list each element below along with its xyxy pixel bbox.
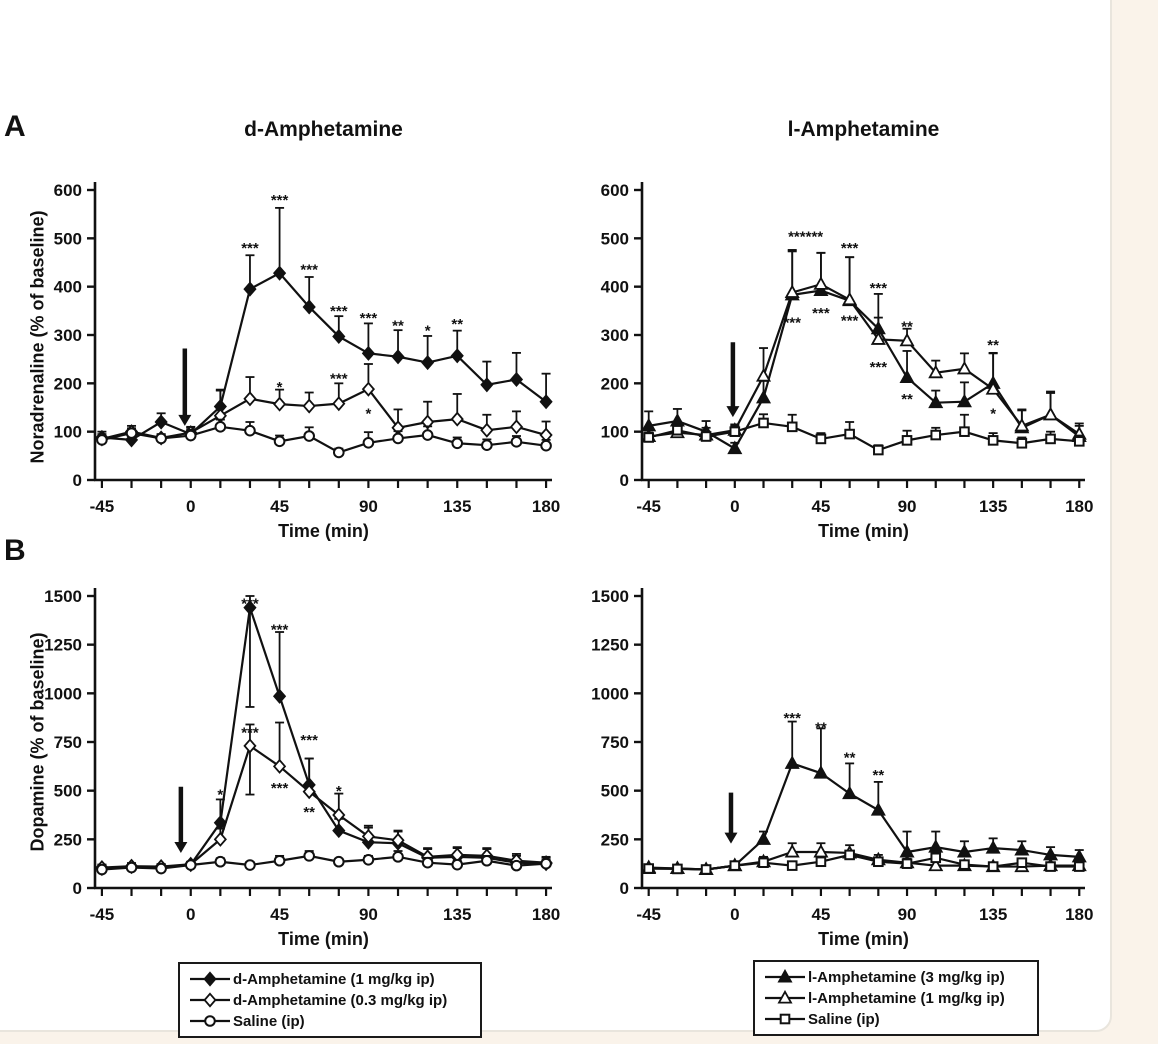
circle-open-marker	[245, 860, 255, 870]
x-tick-label: 0	[730, 905, 740, 924]
circle-open-marker	[127, 863, 137, 873]
legend-label: Saline (ip)	[808, 1010, 880, 1028]
triangle-filled-marker	[758, 392, 770, 403]
diamond-open-legend-icon	[187, 992, 233, 1008]
square-open-marker	[931, 854, 940, 863]
x-tick-label: 45	[811, 497, 831, 516]
square-open-marker	[903, 436, 912, 445]
x-tick-label: 180	[1065, 497, 1094, 516]
triangle-open-marker	[958, 363, 970, 374]
triangle-filled-marker	[729, 442, 741, 453]
diamond-open-marker	[245, 393, 256, 405]
x-tick-label: 180	[1065, 905, 1094, 924]
y-tick-label: 0	[72, 471, 82, 490]
diamond-open-marker	[452, 413, 463, 425]
x-tick-label: 135	[978, 497, 1008, 516]
y-tick-label: 300	[53, 326, 82, 345]
square-open-marker	[817, 857, 826, 866]
diamond-filled-marker	[363, 347, 374, 359]
square-open-marker	[788, 861, 797, 870]
significance-stars: ***	[300, 261, 318, 279]
square-open-marker	[1018, 439, 1027, 448]
y-tick-label: 250	[53, 830, 82, 850]
y-axis-label-noradrenaline: Noradrenaline (% of baseline)	[27, 210, 48, 464]
square-open-marker	[817, 435, 826, 444]
y-tick-label: 400	[600, 277, 629, 297]
significance-stars: ******	[788, 228, 824, 246]
significance-stars: ***	[300, 732, 318, 750]
y-tick-label: 500	[600, 229, 629, 249]
square-open-marker	[960, 427, 969, 436]
x-tick-label: 135	[978, 905, 1008, 924]
square-open-legend-icon	[762, 1011, 808, 1027]
significance-stars: ***	[840, 312, 859, 330]
circle-open-marker	[512, 437, 522, 447]
significance-stars: ***	[330, 370, 348, 388]
square-open-marker	[781, 1015, 790, 1024]
diamond-open-marker	[274, 398, 285, 410]
panel-a-label: A	[4, 110, 26, 143]
triangle-filled-legend-icon	[762, 969, 808, 985]
significance-stars: ***	[241, 724, 259, 742]
diamond-filled-marker	[205, 973, 216, 985]
y-tick-label: 600	[600, 181, 629, 200]
square-open-marker	[903, 859, 912, 868]
triangle-open-marker	[1045, 409, 1057, 420]
diamond-filled-marker	[541, 396, 552, 408]
significance-stars: ***	[241, 595, 259, 613]
diamond-filled-marker	[422, 356, 433, 368]
circle-open-marker	[304, 851, 314, 861]
square-open-marker	[1075, 437, 1084, 446]
x-tick-label: 180	[531, 905, 561, 924]
diamond-filled-marker	[511, 373, 522, 385]
square-open-marker	[702, 865, 711, 874]
circle-open-marker	[512, 861, 522, 871]
square-open-marker	[1075, 862, 1084, 871]
x-tick-label: 45	[270, 905, 290, 924]
circle-open-marker	[216, 422, 226, 432]
y-tick-label: 200	[53, 374, 82, 394]
square-open-marker	[759, 419, 768, 428]
circle-open-marker	[541, 859, 551, 869]
square-open-marker	[759, 858, 768, 867]
triangle-filled-marker	[930, 841, 942, 852]
significance-stars: ***	[869, 279, 888, 297]
significance-stars: **	[901, 391, 913, 408]
circle-open-marker	[334, 448, 344, 458]
legend-label: l-Amphetamine (3 mg/kg ip)	[808, 968, 1005, 986]
diamond-open-marker	[511, 421, 522, 433]
circle-open-marker	[275, 856, 285, 866]
significance-stars: **	[987, 336, 999, 354]
x-tick-label: 90	[897, 497, 917, 516]
significance-stars: ***	[270, 621, 289, 639]
circle-open-marker	[97, 865, 107, 875]
circle-open-marker	[364, 438, 374, 448]
y-tick-label: 100	[53, 422, 82, 442]
circle-open-marker	[452, 860, 462, 870]
legend-entry	[762, 967, 1028, 987]
triangle-filled-marker	[786, 757, 798, 768]
significance-stars: **	[392, 317, 404, 335]
y-tick-label: 1500	[591, 587, 629, 606]
significance-stars: ***	[270, 191, 289, 209]
injection-arrowhead	[174, 842, 187, 853]
legend-label: d-Amphetamine (0.3 mg/kg ip)	[233, 991, 448, 1009]
diamond-filled-legend-icon	[187, 971, 233, 987]
x-tick-label: 90	[358, 905, 378, 924]
triangle-filled-marker	[758, 833, 770, 844]
square-open-marker	[644, 433, 653, 442]
y-tick-label: 400	[53, 277, 82, 297]
square-open-marker	[989, 436, 998, 445]
significance-stars: ***	[359, 309, 378, 327]
x-axis-title: Time (min)	[278, 521, 369, 541]
significance-stars: **	[872, 766, 885, 784]
y-tick-label: 1000	[44, 684, 82, 704]
y-tick-label: 300	[600, 326, 629, 345]
square-open-marker	[960, 860, 969, 869]
x-axis-title: Time (min)	[818, 521, 909, 541]
significance-stars: *	[276, 378, 283, 396]
circle-open-marker	[97, 435, 107, 445]
circle-open-marker	[186, 860, 196, 870]
x-tick-label: -45	[636, 905, 661, 924]
square-open-marker	[644, 864, 653, 873]
triangle-open-marker	[815, 278, 827, 289]
y-tick-label: 1250	[44, 635, 82, 655]
diamond-filled-marker	[393, 351, 404, 363]
series-line	[102, 427, 546, 453]
y-tick-label: 1500	[44, 587, 82, 606]
circle-open-marker	[275, 437, 285, 447]
y-tick-label: 600	[53, 181, 82, 200]
x-tick-label: 0	[730, 497, 740, 516]
legend-entry	[187, 969, 471, 989]
x-tick-label: -45	[89, 497, 115, 516]
significance-stars: ***	[812, 304, 830, 322]
injection-arrowhead	[724, 833, 737, 844]
chart-noradrenaline-l-amphetamine	[580, 148, 1158, 548]
x-tick-label: 0	[186, 905, 196, 924]
square-open-marker	[788, 423, 797, 432]
square-open-marker	[731, 861, 740, 870]
square-open-marker	[845, 430, 854, 439]
x-tick-label: 135	[443, 497, 472, 516]
circle-open-marker	[482, 440, 492, 450]
circle-open-marker	[393, 434, 403, 444]
x-tick-label: 90	[358, 497, 378, 516]
x-tick-label: 0	[186, 497, 196, 516]
legend-l-amphetamine	[753, 960, 1039, 1036]
y-tick-label: 1250	[591, 635, 629, 655]
significance-stars: ***	[783, 314, 801, 332]
circle-open-marker	[393, 852, 403, 862]
y-tick-label: 100	[600, 422, 629, 442]
circle-open-marker	[364, 855, 374, 865]
diamond-open-marker	[245, 740, 256, 752]
significance-stars: *	[217, 786, 224, 804]
significance-stars: *	[335, 783, 342, 801]
significance-stars: **	[843, 749, 856, 767]
column-title-l-amphetamine: l-Amphetamine	[787, 118, 940, 141]
square-open-marker	[845, 851, 854, 860]
circle-open-marker	[452, 438, 462, 448]
square-open-marker	[989, 862, 998, 871]
significance-stars: ***	[330, 303, 348, 321]
triangle-filled-marker	[844, 787, 856, 798]
x-tick-label: -45	[636, 497, 661, 516]
circle-open-marker	[156, 864, 166, 874]
significance-stars: *	[990, 405, 997, 423]
triangle-filled-marker	[872, 804, 884, 815]
significance-stars: **	[815, 719, 827, 737]
triangle-open-legend-icon	[762, 990, 808, 1006]
chart-noradrenaline-d-amphetamine	[0, 148, 578, 548]
panel-b-label: B	[4, 534, 26, 567]
significance-stars: ***	[869, 359, 888, 377]
y-tick-label: 500	[53, 781, 82, 801]
square-open-marker	[1046, 435, 1055, 444]
legend-entry	[762, 1009, 1028, 1029]
series-line	[649, 284, 1080, 436]
legend-entry	[187, 1011, 471, 1031]
y-tick-label: 500	[53, 229, 82, 249]
x-tick-label: 45	[811, 905, 831, 924]
circle-open-legend-icon	[187, 1013, 233, 1029]
y-tick-label: 750	[600, 733, 629, 752]
significance-stars: *	[365, 405, 372, 423]
square-open-marker	[673, 865, 682, 874]
injection-arrowhead	[726, 406, 739, 417]
significance-stars: ***	[270, 779, 289, 797]
diamond-open-marker	[333, 397, 344, 409]
significance-stars: **	[901, 318, 913, 336]
x-tick-label: 45	[270, 497, 290, 516]
series-line	[102, 608, 546, 869]
y-tick-label: 200	[600, 374, 629, 394]
legend-d-amphetamine	[178, 962, 482, 1038]
circle-open-marker	[216, 857, 226, 867]
square-open-marker	[731, 427, 740, 436]
significance-stars: ***	[783, 709, 801, 727]
series-line	[649, 291, 1080, 449]
square-open-marker	[874, 446, 883, 455]
triangle-open-marker	[758, 370, 770, 381]
square-open-marker	[1046, 862, 1055, 871]
series-line	[102, 273, 546, 440]
circle-open-marker	[186, 431, 196, 441]
circle-open-marker	[423, 858, 433, 868]
legend-label: l-Amphetamine (1 mg/kg ip)	[808, 989, 1005, 1007]
y-tick-label: 750	[53, 733, 82, 752]
y-tick-label: 500	[600, 781, 629, 801]
significance-stars: **	[303, 804, 316, 822]
y-tick-label: 0	[72, 879, 82, 898]
diamond-open-marker	[205, 994, 216, 1006]
diamond-filled-marker	[156, 416, 167, 428]
diamond-open-marker	[304, 400, 315, 412]
square-open-marker	[702, 432, 711, 441]
significance-stars: ***	[241, 240, 259, 258]
square-open-marker	[931, 431, 940, 440]
x-tick-label: 135	[443, 905, 472, 924]
x-tick-label: 180	[531, 497, 561, 516]
legend-label: d-Amphetamine (1 mg/kg ip)	[233, 970, 435, 988]
square-open-marker	[874, 857, 883, 866]
legend-label: Saline (ip)	[233, 1012, 305, 1030]
circle-open-marker	[304, 431, 314, 441]
legend-entry	[762, 988, 1028, 1008]
diamond-open-marker	[481, 424, 492, 436]
diamond-filled-marker	[245, 283, 256, 295]
x-axis-title: Time (min)	[278, 929, 369, 949]
injection-arrowhead	[178, 415, 191, 426]
chart-dopamine-l-amphetamine	[580, 548, 1158, 956]
y-tick-label: 250	[600, 830, 629, 850]
y-tick-label: 1000	[591, 684, 629, 704]
significance-stars: *	[424, 322, 431, 340]
series-line	[649, 852, 1080, 870]
series-line	[102, 389, 546, 439]
y-tick-label: 0	[619, 471, 629, 490]
circle-open-marker	[127, 428, 137, 438]
x-tick-label: 90	[897, 905, 917, 924]
series-line	[649, 763, 1080, 869]
circle-open-marker	[245, 426, 255, 436]
legend-entry	[187, 990, 471, 1010]
column-title-d-amphetamine: d-Amphetamine	[244, 118, 403, 141]
chart-dopamine-d-amphetamine	[0, 548, 578, 956]
significance-stars: **	[451, 316, 464, 334]
circle-open-marker	[205, 1016, 215, 1026]
x-axis-title: Time (min)	[818, 929, 909, 949]
significance-stars: ***	[840, 240, 859, 258]
y-tick-label: 0	[619, 879, 629, 898]
diamond-filled-marker	[274, 690, 285, 702]
circle-open-marker	[334, 857, 344, 867]
square-open-marker	[673, 426, 682, 435]
circle-open-marker	[156, 434, 166, 444]
triangle-filled-marker	[901, 371, 913, 382]
x-tick-label: -45	[89, 905, 115, 924]
square-open-marker	[1018, 858, 1027, 867]
circle-open-marker	[541, 441, 551, 451]
y-axis-label-dopamine: Dopamine (% of baseline)	[27, 632, 48, 852]
circle-open-marker	[423, 430, 433, 440]
circle-open-marker	[482, 856, 492, 866]
